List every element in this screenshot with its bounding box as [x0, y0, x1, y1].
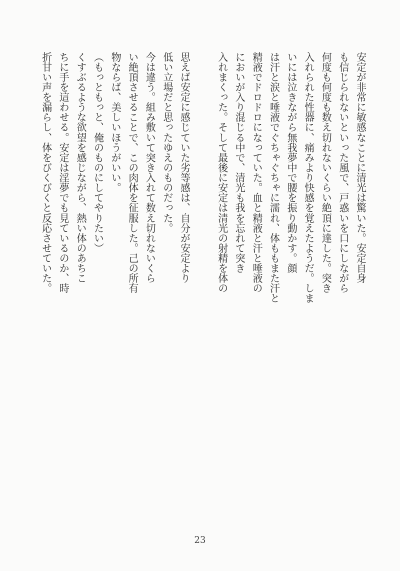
text-left-line: ちに手を這わせる。安定は淫夢でも見ているのか、時 — [56, 52, 68, 294]
text-left-line: 低い立場だと思ったゆえのものだった。 — [160, 52, 172, 234]
text-left-line: 今は違う。組み敷いて突き入れて数え切れないくら — [143, 52, 155, 284]
page-number: 23 — [194, 536, 206, 546]
text-right-line: 入れられた性器に、痛みより快感を覚えたようだ。しま — [302, 52, 314, 304]
text-left-line: 物ならば、美しいほうがいい。 — [108, 52, 120, 193]
text-right-line: 安定が非常に敏感なことに清光は驚いた。安定自身 — [354, 52, 365, 284]
text-right-line: も信じられないといった風で、戸惑いを口にしながら — [336, 52, 348, 294]
text-right-line: 入れまくった。そして最後に安定は清光の射精を体の — [216, 52, 227, 294]
text-right-line: においが入り混じる中で、清光も我を忘れて突き — [232, 52, 244, 274]
text-block-right — [216, 52, 368, 510]
text-left-line: 折甘い声を漏らし、体をびくびくと反応させていた。 — [39, 52, 51, 294]
text-left-line: （もっともっと、俺のものにしてやりたい） — [91, 52, 103, 254]
text-right-line: いには泣きながら無我夢中で腰を振り動かす。顔 — [284, 52, 296, 274]
text-right-line: 精液でドロドロになっていた。血と精液と汗と唾液の — [250, 52, 262, 294]
text-right-line: 何度も何度も数え切れないくらい絶頂に達した。突き — [319, 52, 331, 294]
text-left-line: 思えば安定に感じていた劣等感は、自分が安定より — [178, 52, 189, 284]
text-left-line: い絶頂させることで、この肉体を征服した。己の所有 — [126, 52, 138, 294]
text-right-line: は汗と涙と唾液でぐちゃぐちゃに濡れ、体ももまた汗と — [267, 52, 279, 304]
text-block-left — [34, 52, 192, 510]
text-left-line: くすぶるような欲望を感じながら、熱い体のあちこ — [74, 52, 86, 284]
